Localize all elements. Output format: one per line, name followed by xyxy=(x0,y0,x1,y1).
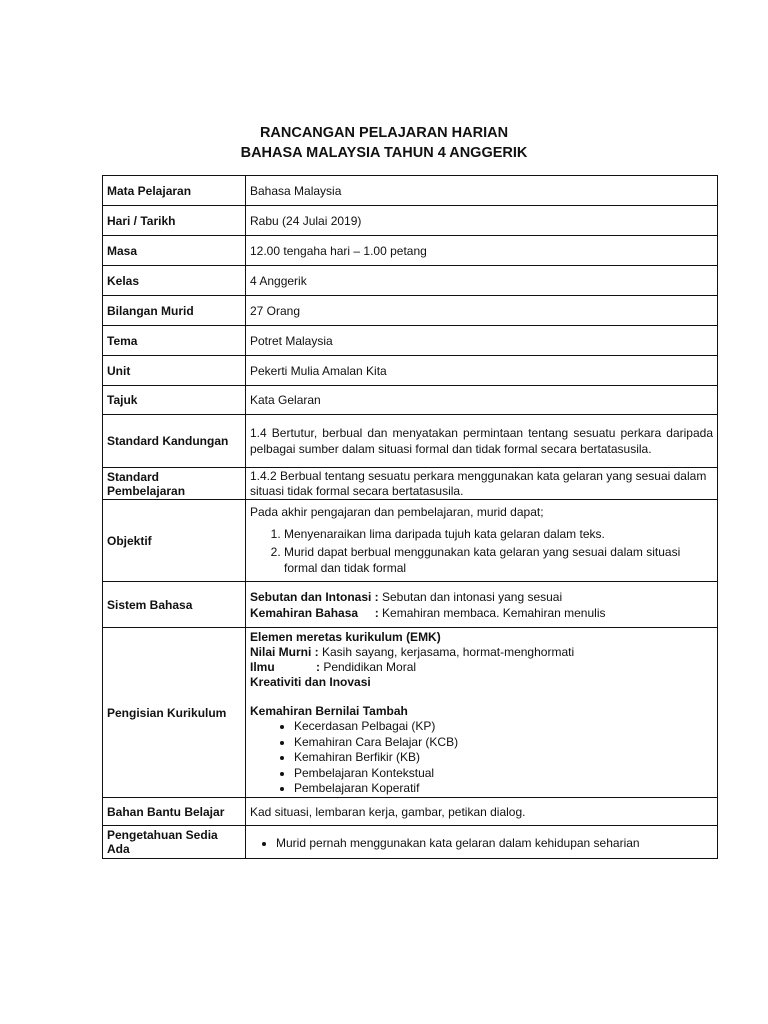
ilmu-key: Ilmu xyxy=(250,660,275,675)
row-unit xyxy=(103,356,718,386)
label-pengetahuan-line1: Pengetahuan Sedia xyxy=(107,828,218,842)
emk-heading xyxy=(250,630,713,645)
value-masa: 12.00 tengaha hari – 1.00 petang xyxy=(246,236,718,266)
kbt-item: • Kemahiran Berfikir (KB) xyxy=(294,750,713,766)
label-hari-tarikh: Hari / Tarikh xyxy=(103,206,246,236)
row-bahan-bantu xyxy=(103,798,718,826)
objektif-intro: Pada akhir pengajaran dan pembelajaran, murid dapat; xyxy=(250,504,544,519)
value-standard-kandungan: 1.4 Bertutur, berbual dan menyatakan permintaan tentang sesuatu perkara daripada pelbagai sumber dalam situasi formal dan tidak formal secara bertatasusila. xyxy=(246,415,718,468)
row-tajuk xyxy=(103,386,718,415)
nilai-murni-value: Kasih sayang, kerjasama, hormat-menghormati xyxy=(318,645,575,660)
kbt-item: • Kecerdasan Pelbagai (KP) xyxy=(294,719,713,735)
kbt-item: • Kemahiran Cara Belajar (KCB) xyxy=(294,735,713,751)
kbt-item: • Pembelajaran Kontekstual xyxy=(294,766,713,782)
ilmu-line xyxy=(250,660,713,675)
value-pengetahuan xyxy=(246,826,718,859)
nilai-murni-line xyxy=(250,645,713,660)
kbt-heading xyxy=(250,704,713,719)
value-standard-pembelajaran: 1.4.2 Berbual tentang sesuatu perkara menggunakan kata gelaran yang sesuai dalam situasi tidak formal secara bertatasusila. xyxy=(246,468,718,500)
label-pengisian-kurikulum: Pengisian Kurikulum xyxy=(103,628,246,798)
kbt-list xyxy=(250,719,713,797)
value-bahan-bantu: Kad situasi, lembaran kerja, gambar, petikan dialog. xyxy=(246,798,718,826)
label-objektif: Objektif xyxy=(103,500,246,582)
row-sistem-bahasa xyxy=(103,582,718,628)
label-tajuk: Tajuk xyxy=(103,386,246,415)
row-hari-tarikh xyxy=(103,206,718,236)
label-standard-pembelajaran xyxy=(103,468,246,500)
row-pengisian-kurikulum xyxy=(103,628,718,798)
label-standard-kandungan: Standard Kandungan xyxy=(103,415,246,468)
value-tajuk: Kata Gelaran xyxy=(246,386,718,415)
objektif-item: 2. Murid dapat berbual menggunakan kata gelaran yang sesuai dalam situasi formal dan tidak formal xyxy=(284,544,713,576)
value-hari-tarikh: Rabu (24 Julai 2019) xyxy=(246,206,718,236)
sistem-bahasa-line1 xyxy=(250,589,713,605)
kbt-item: • Pembelajaran Koperatif xyxy=(294,781,713,797)
document-title xyxy=(0,123,768,163)
objektif-list xyxy=(250,526,713,576)
label-masa: Masa xyxy=(103,236,246,266)
sebutan-value: Sebutan dan intonasi yang sesuai xyxy=(378,589,563,604)
value-objektif xyxy=(246,500,718,582)
label-mata-pelajaran: Mata Pelajaran xyxy=(103,176,246,206)
sistem-bahasa-line2 xyxy=(250,605,713,621)
kreativiti-heading xyxy=(250,675,713,690)
label-bahan-bantu: Bahan Bantu Belajar xyxy=(103,798,246,826)
label-standard-pembelajaran-line1: Standard xyxy=(107,469,160,484)
label-sistem-bahasa: Sistem Bahasa xyxy=(103,582,246,628)
label-standard-pembelajaran-line2: Pembelajaran xyxy=(107,483,186,498)
row-standard-kandungan xyxy=(103,415,718,468)
value-tema: Potret Malaysia xyxy=(246,326,718,356)
nilai-murni-key: Nilai Murni : xyxy=(250,645,319,660)
value-kelas: 4 Anggerik xyxy=(246,266,718,296)
row-objektif xyxy=(103,500,718,582)
emk-heading-text: Elemen meretas kurikulum (EMK) xyxy=(250,630,441,645)
label-tema: Tema xyxy=(103,326,246,356)
row-mata-pelajaran xyxy=(103,176,718,206)
title-line-2: BAHASA MALAYSIA TAHUN 4 ANGGERIK xyxy=(240,145,528,161)
value-pengisian-kurikulum xyxy=(246,628,718,798)
row-bilangan-murid xyxy=(103,296,718,326)
pengetahuan-list xyxy=(250,836,713,852)
lesson-plan-table xyxy=(102,175,718,859)
sebutan-key: Sebutan dan Intonasi : xyxy=(250,589,379,604)
label-bilangan-murid: Bilangan Murid xyxy=(103,296,246,326)
kemahiran-bahasa-value: Kemahiran membaca. Kemahiran menulis xyxy=(378,605,606,620)
objektif-item: 1. Menyenaraikan lima daripada tujuh kata gelaran dalam teks. xyxy=(284,526,713,542)
row-masa xyxy=(103,236,718,266)
pengetahuan-item: • Murid pernah menggunakan kata gelaran dalam kehidupan seharian xyxy=(276,836,713,852)
ilmu-separator: : xyxy=(316,660,320,675)
value-sistem-bahasa xyxy=(246,582,718,628)
kbt-heading-text: Kemahiran Bernilai Tambah xyxy=(250,704,408,719)
row-tema xyxy=(103,326,718,356)
value-mata-pelajaran: Bahasa Malaysia xyxy=(246,176,718,206)
row-standard-pembelajaran xyxy=(103,468,718,500)
label-pengetahuan-line2: Ada xyxy=(107,842,130,856)
label-unit: Unit xyxy=(103,356,246,386)
kreativiti-heading-text: Kreativiti dan Inovasi xyxy=(250,675,371,690)
kemahiran-bahasa-key: Kemahiran Bahasa : xyxy=(250,605,379,620)
ilmu-value: Pendidikan Moral xyxy=(320,660,417,675)
title-line-1: RANCANGAN PELAJARAN HARIAN xyxy=(259,125,509,141)
value-bilangan-murid: 27 Orang xyxy=(246,296,718,326)
row-pengetahuan xyxy=(103,826,718,859)
row-kelas xyxy=(103,266,718,296)
value-unit: Pekerti Mulia Amalan Kita xyxy=(246,356,718,386)
spacer xyxy=(250,690,713,704)
label-kelas: Kelas xyxy=(103,266,246,296)
label-pengetahuan xyxy=(103,826,246,859)
